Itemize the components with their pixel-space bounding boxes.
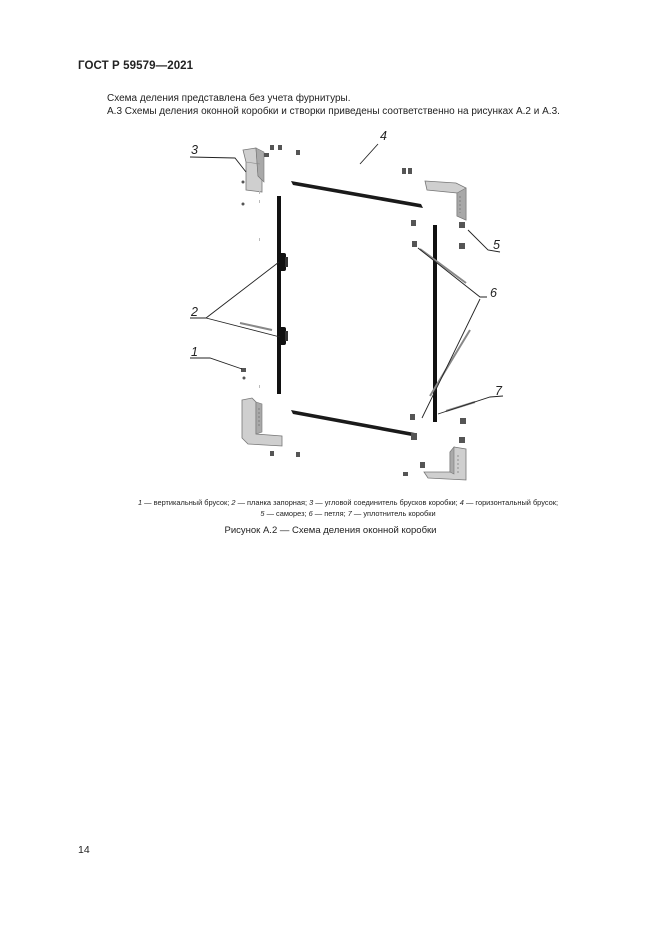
leader-line-2a <box>190 262 279 318</box>
leader-line-3 <box>190 157 246 172</box>
corner-connector-bottom-left <box>242 398 282 446</box>
hinge-parts <box>420 249 470 396</box>
legend-num-3: 3 <box>309 498 314 507</box>
label-7: 7 <box>495 384 502 398</box>
paragraph-note: Схема деления представлена без учета фурнитуры. <box>107 93 351 104</box>
figure-legend-line-1 <box>78 497 618 508</box>
horizontal-bar-bottom <box>291 410 417 437</box>
legend-num-2: 2 <box>231 498 236 507</box>
label-4: 4 <box>380 129 387 143</box>
legend-text-6: — петля; <box>312 509 348 518</box>
legend-text-1: — вертикальный брусок; <box>142 498 232 507</box>
leader-line-6b <box>422 299 480 418</box>
legend-text-3: — угловой соединитель брусков коробки; <box>313 498 460 507</box>
legend-text-4: — горизонтальный брусок; <box>463 498 558 507</box>
legend-num-4: 4 <box>459 498 464 507</box>
leader-line-2b <box>206 318 280 337</box>
paragraph-a3: А.3 Схемы деления оконной коробки и створки приведены соответственно на рисунках А.2 и А.3. <box>107 106 560 117</box>
legend-num-6: 6 <box>308 509 313 518</box>
page-number: 14 <box>78 844 90 856</box>
vertical-bar-left <box>277 196 281 394</box>
leader-line-1 <box>190 358 242 369</box>
strike-plate-loose <box>240 323 272 330</box>
corner-connector-top-right <box>425 181 466 220</box>
label-1: 1 <box>191 345 198 359</box>
legend-num-7: 7 <box>347 509 352 518</box>
vertical-bar-right <box>433 225 437 422</box>
strike-plate-lower <box>279 327 288 345</box>
horizontal-bar-top <box>291 181 423 208</box>
figure-caption: Рисунок А.2 — Схема деления оконной коробки <box>224 525 437 536</box>
label-6: 6 <box>490 286 497 300</box>
legend-num-1: 1 <box>138 498 143 507</box>
corner-connector-bottom-right <box>424 447 466 480</box>
label-3: 3 <box>191 143 198 157</box>
legend-num-5: 5 <box>260 509 265 518</box>
legend-text-2: — планка запорная; <box>235 498 310 507</box>
legend-text-7: — уплотнитель коробки <box>351 509 436 518</box>
legend-text-5: — саморез; <box>264 509 309 518</box>
label-2: 2 <box>191 305 198 319</box>
leader-line-4 <box>360 144 378 164</box>
strike-plate-upper <box>279 253 288 271</box>
corner-connector-top-left <box>243 148 264 192</box>
document-standard-header: ГОСТ Р 59579—2021 <box>78 60 194 72</box>
figure-legend-line-2 <box>78 508 618 519</box>
label-5: 5 <box>493 238 500 252</box>
